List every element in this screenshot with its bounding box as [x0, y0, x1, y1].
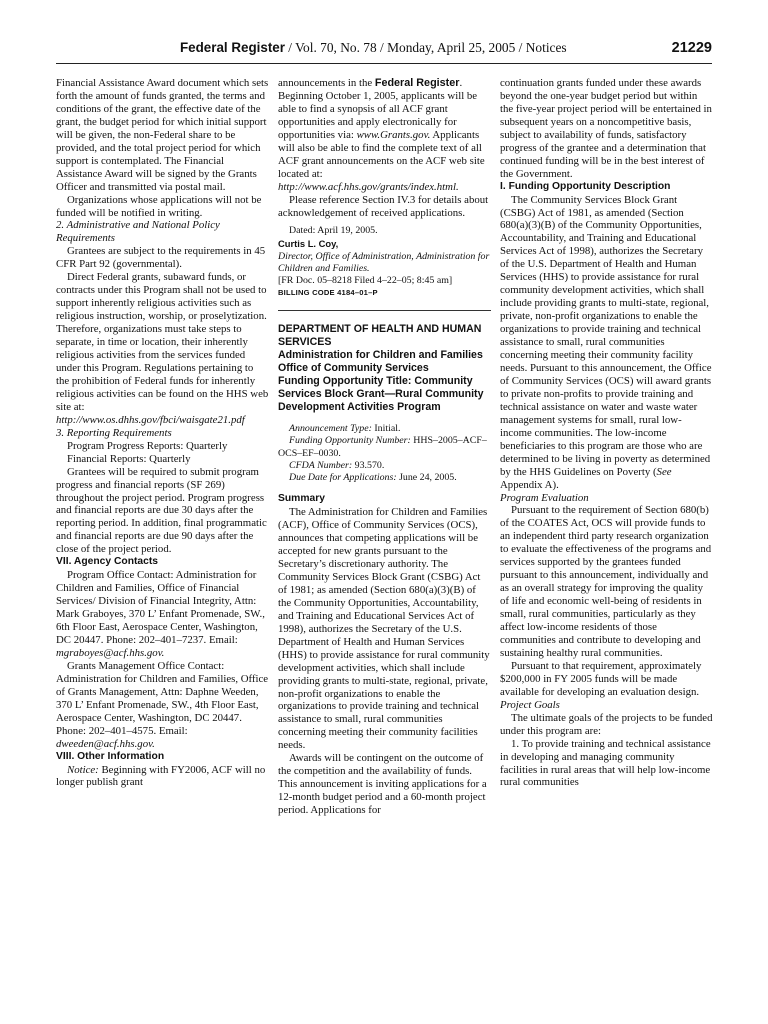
- section-heading: Project Goals: [500, 698, 560, 711]
- notice-label: Notice:: [67, 763, 99, 776]
- meta-label: Funding Opportunity Number:: [289, 435, 411, 447]
- paragraph: The ultimate goals of the projects to be funded under this program are:: [500, 711, 713, 737]
- section-heading: VIII. Other Information: [56, 750, 165, 762]
- paragraph: Pursuant to the requirement of Section 680(b) of the COATES Act, OCS will provide funds to an independent third party research organization to evaluate the effectiveness of the programs and services supported by the grantees funded pursuant to this announcement, individually and as an overall strategy for improving the quality of life and economic well-being of residents in small, rural communities, particularly as they affect low-income residents of those communities and contribute to developing and sustaining healthy rural communities.: [500, 504, 712, 659]
- fr-doc-line: [FR Doc. 05–8218 Filed 4–22–05; 8:45 am]: [278, 275, 453, 287]
- paragraph: Pursuant to that requirement, approximately $200,000 in FY 2005 funds will be made available for developing an evaluation design.: [500, 659, 702, 698]
- paragraph: [56, 271, 269, 426]
- paragraph: [56, 660, 269, 751]
- office-heading: Office of Community Services: [278, 362, 429, 375]
- announcement-meta: [278, 423, 491, 484]
- web-link[interactable]: http://www.os.dhhs.gov/fbci/waisgate21.pdf: [56, 413, 245, 426]
- meta-value: June 24, 2005.: [396, 472, 457, 484]
- meta-line: [278, 472, 491, 484]
- email-link[interactable]: dweeden@acf.hhs.gov.: [56, 737, 155, 750]
- department-heading: DEPARTMENT OF HEALTH AND HUMAN SERVICES: [278, 323, 482, 349]
- meta-label: Due Date for Applications:: [289, 472, 397, 484]
- paragraph-text: Direct Federal grants, subaward funds, or contracts under this Program shall not be used to support inherently religious activities such as religious instruction, worship, or proselytization. Therefore, organizations must take steps to separate, in time or location, their inherently religious activities from the services funded under this Program. Regulations pertaining to the prohibition of Federal funds for inherently religious activities can be found on the HHS web site at:: [56, 271, 269, 413]
- section-heading: Program Evaluation: [500, 491, 589, 504]
- column-left: [56, 77, 269, 1012]
- meta-label: Announcement Type:: [289, 423, 372, 435]
- paragraph-text: . Beginning October 1, 2005, applicants will be able to find a synopsis of all ACF grant opportunities and apply electronically for opportunities via:: [278, 77, 478, 141]
- page-number: 21229: [671, 40, 712, 56]
- billing-code: BILLING CODE 4184–01–P: [278, 288, 378, 298]
- meta-line: [278, 423, 491, 435]
- web-link[interactable]: http://www.acf.hhs.gov/grants/index.html.: [278, 180, 459, 193]
- paragraph-text: The Community Services Block Grant (CSBG) Act of 1981, as amended (Section 680(a)(3)(B) of the Community Opportunities, Accountability, and Training and Educational Services Act of 1998), authorizes the Secretary of the U.S. Department of Health and Human Services (HHS) to provide assistance for rural community development activities, which shall include providing grants to multi-state, regional, private, non-profit organizations to enable the organizations to provide training and technical assistance to small, rural communities concerning meeting their community facility needs. Pursuant to this announcement, the Office of Community Services (OCS) will award grants to private non-profits to provide training and technical assistance on water and waste water management systems for small, rural low-income communities. The low-income beneficiaries to this program are those who are determined to be living in poverty as determined by the HHS Guidelines on Poverty (: [500, 193, 712, 478]
- meta-value: Initial.: [371, 423, 401, 435]
- paragraph: Program Progress Reports: Quarterly: [67, 439, 228, 452]
- page-header: [56, 40, 712, 62]
- signer-title: Director, Office of Administration, Administration for Children and Families.: [278, 250, 490, 274]
- paragraph-text: Program Office Contact: Administration for Children and Families, Office of Financial Services/ Division of Financial Integrity, Attn: Mark Graboyes, 370 L’ Enfant Promenade, SW., 6th Floor East, Aerospace Center, Washington, DC 20447. Phone: 202–401–7237. Email:: [56, 569, 265, 646]
- paragraph: Organizations whose applications will not be funded will be notified in writing.: [56, 193, 262, 219]
- column-middle: [278, 77, 491, 1012]
- column-right: [500, 77, 713, 1012]
- paragraph-text: Applicants will also be able to find the complete text of all ACF grant announcements on the ACF web site located at:: [278, 128, 485, 180]
- paragraph: Please reference Section IV.3 for details about acknowledgement of received applications.: [278, 193, 489, 219]
- meta-line: [278, 435, 491, 459]
- section-divider: [278, 310, 491, 311]
- paragraph: continuation grants funded under these awards beyond the one-year budget period but within the five-year project period will be entertained in subsequent years on a noncompetitive basis, subject to availability of funds, satisfactory progress of the grantee and a determination that continued funding will be in the best interest of the Government.: [500, 77, 712, 180]
- paragraph: [500, 194, 713, 492]
- section-heading: Summary: [278, 493, 325, 505]
- paragraph: Awards will be contingent on the outcome of the competition and the availability of funds. This announcement is inviting applications for a 12-month budget period and a 60-month project period. Applications for: [278, 752, 487, 817]
- header-rule: [56, 63, 712, 64]
- section-heading: VII. Agency Contacts: [56, 556, 159, 568]
- web-link[interactable]: www.Grants.gov.: [356, 128, 431, 141]
- paragraph: [56, 764, 269, 790]
- section-heading: I. Funding Opportunity Description: [500, 180, 671, 192]
- section-heading: 2. Administrative and National Policy Requirements: [56, 219, 220, 245]
- paragraph: Financial Reports: Quarterly: [67, 452, 191, 465]
- issue-details: / Vol. 70, No. 78 / Monday, April 25, 2005 / Notices: [284, 40, 567, 55]
- publication-name: Federal Register: [180, 40, 285, 55]
- signer-name: Curtis L. Coy,: [278, 237, 339, 249]
- paragraph-text: Beginning with FY2006, ACF will no longer publish grant: [56, 763, 266, 789]
- paragraph-text: announcements in the: [278, 77, 375, 89]
- meta-line: [278, 460, 491, 472]
- paragraph: Grantees will be required to submit program progress and financial reports (SF 269) throughout the project period. Program progress and financial reports are due 30 days after the reporting period. In addition, final programmatic and financial reports are due 90 days after the close of the project period.: [56, 465, 267, 556]
- funding-title: Funding Opportunity Title: Community Services Block Grant—Rural Community Development Activities Program: [278, 375, 484, 414]
- paragraph: 1. To provide training and technical assistance in developing and managing community facilities in rural areas that will help low-income rural communities: [500, 737, 711, 789]
- paragraph: The Administration for Children and Families (ACF), Office of Community Services (OCS), announces that competing applications will be accepted for new grants pursuant to the Secretary’s discretionary authority. The Community Services Block Grant (CSBG) Act of 1981; as amended (Section 680(a)(3)(B) of the Community Opportunities, Accountability, and Training and Educational Services Act of 1998), authorizes the Secretary of the U.S. Department of Health and Human Services (HHS) to provide assistance for rural community development activities, which shall include providing grants to multi-state, regional, private, non-profit organizations to enable the organizations to provide training and technical assistance to small, rural communities concerning meeting their community facilities needs.: [278, 506, 490, 752]
- paragraph: Financial Assistance Award document which sets forth the amount of funds granted, the terms and conditions of the grant, the effective date of the grant, the budget period for which initial support will be given, the non-Federal share to be provided, and the total project period for which support is contemplated. The Financial Assistance Award will be signed by the Grants Officer and transmitted via postal mail.: [56, 77, 269, 193]
- see-reference: See: [656, 465, 672, 478]
- paragraph-text: Appendix A).: [500, 478, 559, 491]
- header-citation: [180, 40, 567, 56]
- meta-label: CFDA Number:: [289, 459, 353, 471]
- paragraph-text: Grants Management Office Contact: Administration for Children and Families, Office of Grants Management, Attn: Daphne Weeden, 370 L’ Enfant Promenade, SW., 4th Floor East, Aerospace Center, Washington, DC 20447. Phone: 202–401–4575. Email:: [56, 659, 269, 737]
- meta-value: HHS–2005–ACF–OCS–EF–0030.: [278, 435, 487, 459]
- paragraph: [278, 77, 491, 194]
- paragraph: Grantees are subject to the requirements in 45 CFR Part 92 (governmental).: [56, 245, 266, 271]
- agency-heading: Administration for Children and Families: [278, 349, 483, 362]
- publication-name: Federal Register: [374, 77, 460, 89]
- dated-line: Dated: April 19, 2005.: [289, 225, 378, 237]
- paragraph: [56, 569, 269, 660]
- section-heading: 3. Reporting Requirements: [56, 426, 172, 439]
- email-link[interactable]: mgraboyes@acf.hhs.gov.: [56, 646, 165, 659]
- meta-value: 93.570.: [352, 459, 385, 471]
